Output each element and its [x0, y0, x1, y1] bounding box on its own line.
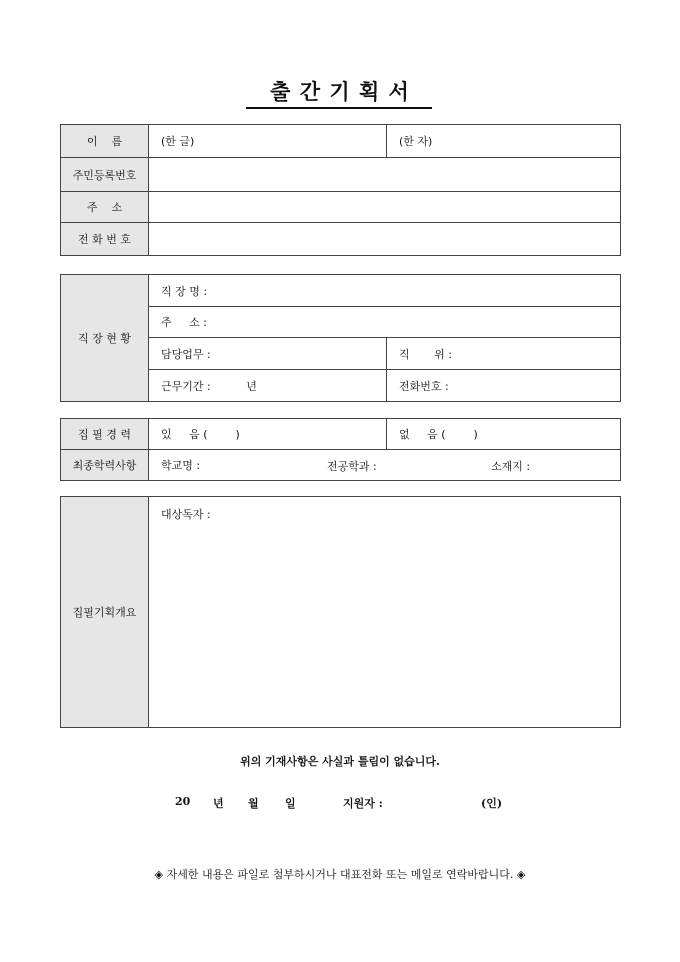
date-day-unit: 일 — [285, 797, 296, 810]
rrn-field[interactable] — [149, 158, 621, 192]
date-month-unit: 월 — [248, 797, 259, 810]
education-location-label: 소재지 : — [491, 460, 531, 473]
target-reader-label: 대상독자 : — [161, 508, 211, 521]
phone-field[interactable] — [149, 223, 621, 256]
career-education-table — [60, 418, 621, 481]
footer-note: ◈ 자세한 내용은 파일로 첨부하시거나 대표전화 또는 메일로 연락바랍니다. ◈ — [154, 868, 526, 881]
plan-content-field[interactable] — [149, 497, 621, 728]
education-school-label: 학교명 : — [161, 459, 201, 472]
workplace-label: 직 장 현 황 — [61, 275, 149, 402]
workplace-duty-field[interactable]: 담당업무 : — [149, 338, 387, 370]
name-hanja-field[interactable]: (한 자) — [387, 125, 621, 158]
workplace-address-field[interactable]: 주 소 : — [149, 307, 621, 338]
career-yes-field[interactable]: 있 음 ( ) — [149, 419, 387, 450]
address-field[interactable] — [149, 192, 621, 223]
workplace-table — [60, 274, 621, 402]
address-label: 주 소 — [61, 192, 149, 223]
personal-info-table — [60, 124, 621, 256]
workplace-name-field[interactable]: 직 장 명 : — [149, 275, 621, 307]
form-title: 출 간 기 획 서 — [270, 79, 410, 104]
education-field[interactable] — [149, 450, 621, 481]
applicant-label: 지원자 : — [343, 797, 383, 810]
education-major-label: 전공학과 : — [327, 460, 377, 473]
education-label: 최종학력사항 — [61, 450, 149, 481]
workplace-period-unit: 년 — [246, 379, 257, 393]
workplace-period-field[interactable] — [149, 370, 387, 402]
rrn-label: 주민등록번호 — [61, 158, 149, 192]
plan-label: 집필기획개요 — [61, 497, 149, 728]
workplace-phone-field[interactable]: 전화번호 : — [387, 370, 621, 402]
date-year-unit: 년 — [213, 797, 224, 810]
workplace-period-label: 근무기간 : — [161, 379, 211, 393]
name-korean-field[interactable]: (한 글) — [149, 125, 387, 158]
declaration-text: 위의 기재사항은 사실과 틀림이 없습니다. — [240, 755, 440, 768]
seal-label: (인) — [481, 797, 503, 810]
phone-label: 전 화 번 호 — [61, 223, 149, 256]
career-label: 집 필 경 력 — [61, 419, 149, 450]
career-no-field[interactable]: 없 음 ( ) — [387, 419, 621, 450]
date-year: 20 — [175, 795, 191, 808]
plan-table — [60, 496, 621, 728]
workplace-position-field[interactable]: 직 위 : — [387, 338, 621, 370]
title-underline — [246, 107, 432, 109]
name-label: 이 름 — [61, 125, 149, 158]
